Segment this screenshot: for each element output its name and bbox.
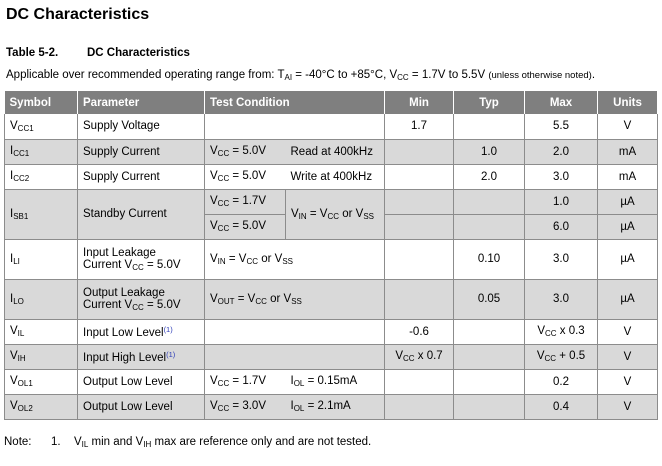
cell-test-condition-a: $V_{CC} = 5.0V$ <box>205 139 286 164</box>
cell-parameter: Input High Level$^{(1)}$ <box>78 344 205 369</box>
cell-parameter: Output Low Level <box>78 369 205 394</box>
operating-range-note: Applicable over recommended operating range from: $T_{AI} = -40^\circ C$ to +85°C, $V_{CC} = 1.7V$ to 5.5V (unless otherwise noted). <box>6 69 596 82</box>
table-caption <box>6 47 190 59</box>
header-symbol: Symbol <box>5 91 78 114</box>
cell-max: $V_{CC} + 0.5$ <box>525 344 598 369</box>
cell-units: V <box>598 369 658 394</box>
cell-test-condition <box>205 319 385 344</box>
cell-parameter: Output Low Level <box>78 394 205 419</box>
cell-test-condition-b: $V_{IN} = V_{CC}$ or $V_{SS}$ <box>286 189 385 239</box>
cell-test-condition-a: $V_{CC} = 5.0V$ <box>205 214 286 239</box>
table-row <box>5 344 658 369</box>
header-typ: Typ <box>454 91 525 114</box>
cell-parameter: Standby Current <box>78 189 205 239</box>
cell-units: V <box>598 394 658 419</box>
cell-typ <box>454 394 525 419</box>
cell-typ: 1.0 <box>454 139 525 164</box>
table-caption-label: Table 5-2. <box>6 47 59 59</box>
table-row <box>5 164 658 189</box>
cell-min <box>385 189 454 214</box>
header-test-condition: Test Condition <box>205 91 385 114</box>
cell-units: µA <box>598 214 658 239</box>
cell-parameter: Supply Current <box>78 139 205 164</box>
cell-units: µA <box>598 239 658 279</box>
cell-typ <box>454 189 525 214</box>
cell-max: $V_{CC}$ x 0.3 <box>525 319 598 344</box>
cell-typ: 0.05 <box>454 279 525 319</box>
cell-typ: 0.10 <box>454 239 525 279</box>
cell-symbol: $V_{OL2}$ <box>5 394 78 419</box>
cell-max: 5.5 <box>525 114 598 139</box>
table-row <box>5 139 658 164</box>
cell-max: 0.2 <box>525 369 598 394</box>
table-row <box>5 369 658 394</box>
cell-max: 3.0 <box>525 239 598 279</box>
cell-units: µA <box>598 189 658 214</box>
cell-test-condition-b: $I_{OL} = 0.15mA$ <box>286 369 385 394</box>
cell-min: $V_{CC}$ x 0.7 <box>385 344 454 369</box>
cell-min: 1.7 <box>385 114 454 139</box>
footnote-ref[interactable]: (1) <box>166 349 176 359</box>
cell-symbol: $V_{OL1}$ <box>5 369 78 394</box>
cell-max: 3.0 <box>525 164 598 189</box>
header-parameter: Parameter <box>78 91 205 114</box>
cell-min: -0.6 <box>385 319 454 344</box>
table-caption-title: DC Characteristics <box>87 47 190 59</box>
cell-symbol: $I_{SB1}$ <box>5 189 78 239</box>
cell-test-condition-a: $V_{CC} = 1.7V$ <box>205 189 286 214</box>
cell-parameter: Output Leakage Current $V_{CC} = 5.0V$ <box>78 279 205 319</box>
note-text: $V_{IL}$ min and $V_{IH}$ max are reference only and are not tested. <box>74 436 372 449</box>
cell-units: mA <box>598 139 658 164</box>
cell-min <box>385 214 454 239</box>
cell-test-condition <box>205 344 385 369</box>
table-row <box>5 239 658 279</box>
cell-test-condition: $V_{OUT} = V_{CC}$ or $V_{SS}$ <box>205 279 385 319</box>
table-row <box>5 319 658 344</box>
table-row <box>5 279 658 319</box>
cell-min <box>385 394 454 419</box>
cell-test-condition-b: Write at 400kHz <box>286 164 385 189</box>
dc-characteristics-table <box>4 91 658 420</box>
cell-typ: 2.0 <box>454 164 525 189</box>
cell-symbol: $I_{CC1}$ <box>5 139 78 164</box>
header-max: Max <box>525 91 598 114</box>
cell-units: µA <box>598 279 658 319</box>
cell-units: mA <box>598 164 658 189</box>
cell-test-condition-b: $I_{OL} = 2.1mA$ <box>286 394 385 419</box>
footnote-ref[interactable]: (1) <box>163 324 173 334</box>
note-number: 1. <box>51 436 61 448</box>
cell-test-condition-b: Read at 400kHz <box>286 139 385 164</box>
cell-symbol: $V_{IH}$ <box>5 344 78 369</box>
cell-parameter: Input Leakage Current $V_{CC} = 5.0V$ <box>78 239 205 279</box>
table-header-row <box>5 91 658 114</box>
cell-min <box>385 139 454 164</box>
cell-typ <box>454 214 525 239</box>
cell-symbol: $V_{IL}$ <box>5 319 78 344</box>
cell-max: 1.0 <box>525 189 598 214</box>
cell-max: 2.0 <box>525 139 598 164</box>
cell-max: 0.4 <box>525 394 598 419</box>
header-units: Units <box>598 91 658 114</box>
cell-max: 3.0 <box>525 279 598 319</box>
cell-typ <box>454 344 525 369</box>
cell-units: V <box>598 344 658 369</box>
table-row <box>5 394 658 419</box>
cell-symbol: $V_{CC1}$ <box>5 114 78 139</box>
cell-test-condition: $V_{IN} = V_{CC}$ or $V_{SS}$ <box>205 239 385 279</box>
table-row <box>5 114 658 139</box>
page-title: DC Characteristics <box>6 6 150 23</box>
cell-min <box>385 369 454 394</box>
cell-test-condition-a: $V_{CC} = 5.0V$ <box>205 164 286 189</box>
cell-min <box>385 164 454 189</box>
cell-parameter: Supply Current <box>78 164 205 189</box>
cell-min <box>385 279 454 319</box>
cell-min <box>385 239 454 279</box>
cell-test-condition-a: $V_{CC} = 1.7V$ <box>205 369 286 394</box>
cell-symbol: $I_{LI}$ <box>5 239 78 279</box>
cell-parameter: Input Low Level$^{(1)}$ <box>78 319 205 344</box>
cell-symbol: $I_{CC2}$ <box>5 164 78 189</box>
header-min: Min <box>385 91 454 114</box>
cell-parameter: Supply Voltage <box>78 114 205 139</box>
cell-typ <box>454 319 525 344</box>
cell-typ <box>454 369 525 394</box>
note-label: Note: <box>4 436 32 448</box>
cell-units: V <box>598 319 658 344</box>
cell-max: 6.0 <box>525 214 598 239</box>
cell-test-condition <box>205 114 385 139</box>
table-row <box>5 189 658 214</box>
table-footnote <box>4 436 372 449</box>
cell-typ <box>454 114 525 139</box>
cell-symbol: $I_{LO}$ <box>5 279 78 319</box>
cell-test-condition-a: $V_{CC} = 3.0V$ <box>205 394 286 419</box>
cell-units: V <box>598 114 658 139</box>
